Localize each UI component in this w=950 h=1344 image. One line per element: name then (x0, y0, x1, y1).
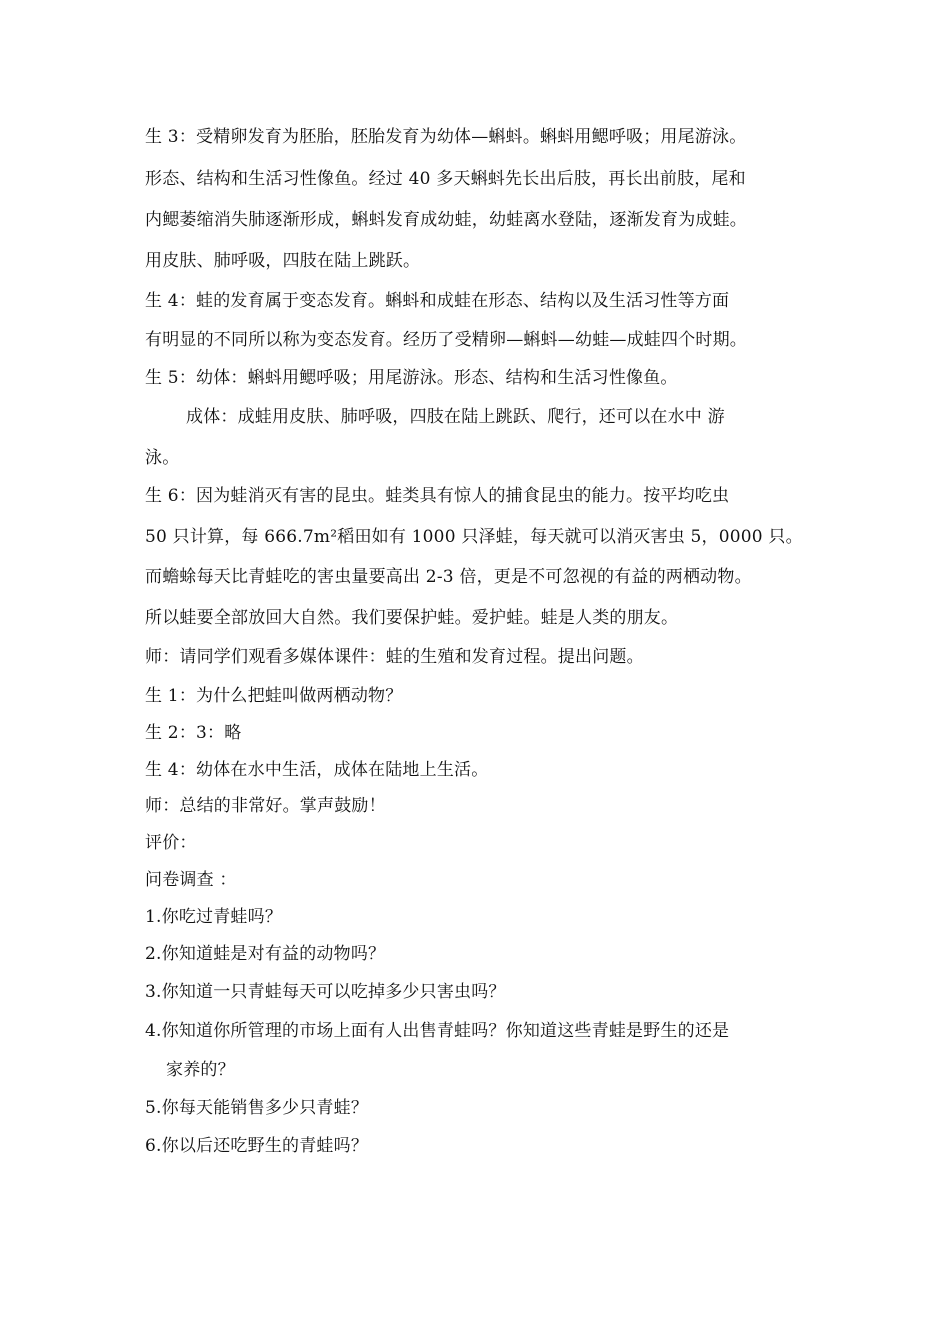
paragraph-line: 生 3：受精卵发育为胚胎，胚胎发育为幼体—蝌蚪。蝌蚪用鳃呼吸；用尾游泳。 (145, 127, 747, 147)
paragraph-line: 而蟾蜍每天比青蛙吃的害虫量要高出 2-3 倍，更是不可忽视的有益的两栖动物。 (145, 567, 752, 587)
paragraph-line: 评价： (145, 833, 197, 853)
paragraph-line: 师：总结的非常好。掌声鼓励！ (145, 796, 386, 816)
paragraph-line: 所以蛙要全部放回大自然。我们要保护蛙。爱护蛙。蛙是人类的朋友。 (145, 608, 679, 628)
list-item: 4.你知道你所管理的市场上面有人出售青蛙吗？你知道这些青蛙是野生的还是 (145, 1021, 730, 1041)
list-item: 2.你知道蛙是对有益的动物吗？ (145, 944, 386, 964)
paragraph-line: 生 2：3：略 (145, 723, 242, 743)
paragraph-line: 内鳃萎缩消失肺逐渐形成，蝌蚪发育成幼蛙，幼蛙离水登陆，逐渐发育为成蛙。 (145, 210, 747, 230)
paragraph-line: 生 4：蛙的发育属于变态发育。蝌蚪和成蛙在形态、结构以及生活习性等方面 (145, 291, 730, 311)
paragraph-line: 师：请同学们观看多媒体课件：蛙的生殖和发育过程。提出问题。 (145, 647, 644, 667)
paragraph-line: 生 5：幼体：蝌蚪用鳃呼吸；用尾游泳。形态、结构和生活习性像鱼。 (145, 368, 678, 388)
paragraph-line: 泳。 (145, 448, 180, 468)
paragraph-line: 50 只计算，每 666.7m²稻田如有 1000 只泽蛙，每天就可以消灭害虫 5，0000 只。 (145, 527, 803, 547)
paragraph-line: 成体：成蛙用皮肤、肺呼吸，四肢在陆上跳跃、爬行，还可以在水中 游 (186, 407, 725, 427)
list-item: 1.你吃过青蛙吗？ (145, 907, 283, 927)
paragraph-line: 有明显的不同所以称为变态发育。经历了受精卵—蝌蚪—幼蛙—成蛙四个时期。 (145, 330, 747, 350)
paragraph-line: 形态、结构和生活习性像鱼。经过 40 多天蝌蚪先长出后肢，再长出前肢，尾和 (145, 169, 746, 189)
list-item-continuation: 家养的？ (166, 1060, 235, 1080)
paragraph-line: 生 6：因为蛙消灭有害的昆虫。蛙类具有惊人的捕食昆虫的能力。按平均吃虫 (145, 486, 730, 506)
list-item: 3.你知道一只青蛙每天可以吃掉多少只害虫吗？ (145, 982, 506, 1002)
paragraph-line: 生 4：幼体在水中生活，成体在陆地上生活。 (145, 760, 489, 780)
paragraph-line: 问卷调查 ： (145, 870, 237, 890)
paragraph-line: 生 1：为什么把蛙叫做两栖动物？ (145, 686, 403, 706)
paragraph-line: 用皮肤、肺呼吸，四肢在陆上跳跃。 (145, 251, 421, 271)
list-item: 5.你每天能销售多少只青蛙？ (145, 1098, 369, 1118)
list-item: 6.你以后还吃野生的青蛙吗？ (145, 1136, 369, 1156)
